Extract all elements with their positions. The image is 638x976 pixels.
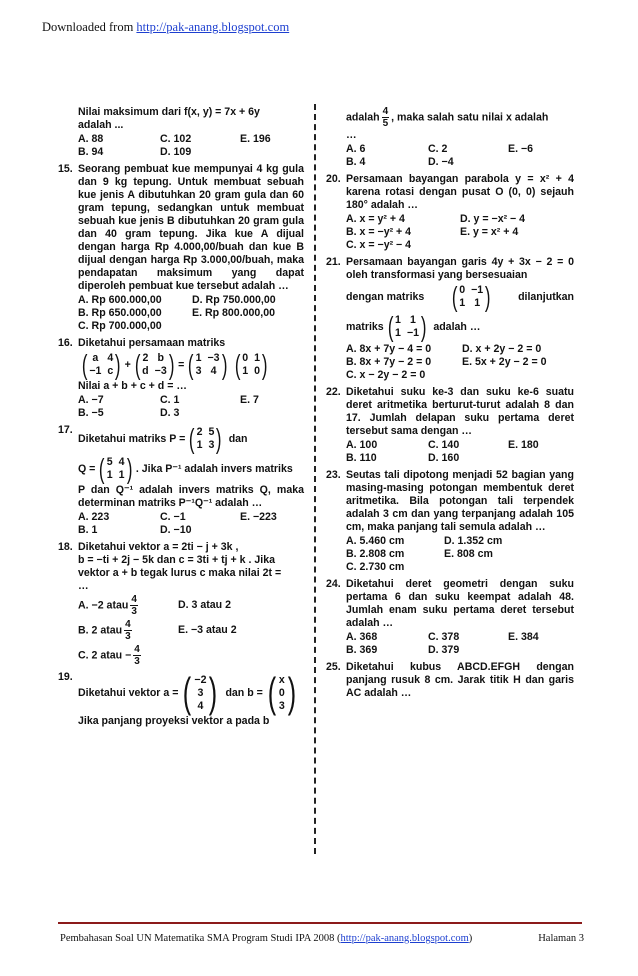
question-number: 20.	[326, 173, 341, 185]
question-17	[58, 424, 304, 537]
question-18	[58, 541, 304, 667]
question-number: 23.	[326, 469, 341, 481]
header-link[interactable]: http://pak-anang.blogspot.com	[136, 20, 290, 34]
q18-line-3: vektor a + b tegak lurus c maka nilai 2t =	[78, 567, 282, 579]
option: A. 8x + 7y − 4 = 0	[346, 343, 432, 355]
option: A. 6	[346, 143, 366, 155]
matrix: ( 1 1 1 −1 )	[387, 311, 427, 342]
option: E. Rp 800.000,00	[192, 307, 276, 319]
q19-dots: …	[346, 129, 357, 141]
option: D. 109	[160, 146, 192, 158]
option: B. 2 atau $\frac{4}{3}$	[78, 619, 131, 642]
question-number: 17.	[58, 424, 73, 436]
option: A. 88	[78, 133, 104, 145]
option: B. 94	[78, 146, 104, 158]
option: B. x = −y² + 4	[346, 226, 412, 238]
option: E. 196	[240, 133, 271, 145]
question-19-continued	[326, 106, 574, 169]
option: D. 1.352 cm	[444, 535, 503, 547]
q15-options	[78, 294, 304, 333]
q20-options	[346, 213, 574, 252]
question-23	[326, 469, 574, 574]
question-number: 19.	[58, 671, 73, 683]
option: D. 160	[428, 452, 460, 464]
q21-options	[346, 343, 574, 382]
question-25	[326, 661, 574, 700]
question-number: 21.	[326, 256, 341, 268]
option: E. 384	[508, 631, 539, 643]
option: E. 7	[240, 394, 259, 406]
q17-stem-2: P dan Q⁻¹ adalah invers matriks Q, maka determinan matriks P⁻¹Q⁻¹ adalah …	[78, 484, 304, 509]
right-column	[326, 106, 574, 704]
option: A. Rp 600.000,00	[78, 294, 162, 306]
question-number: 15.	[58, 163, 73, 175]
header-prefix: Downloaded from	[42, 20, 134, 34]
question-14-continued	[58, 106, 304, 159]
option: A. −2 atau $\frac{4}{3}$	[78, 594, 137, 617]
q25-stem: Diketahui kubus ABCD.EFGH dengan panjang rusuk 8 cm. Jarak titik H dan garis AC adalah …	[346, 661, 574, 699]
q17-options	[78, 511, 304, 537]
option: E. −6	[508, 143, 534, 155]
question-number: 24.	[326, 578, 341, 590]
option: D. 3	[160, 407, 180, 419]
q18-line-4: …	[78, 580, 89, 592]
q23-options	[346, 535, 574, 574]
option: B. 110	[346, 452, 377, 464]
q14-stem-1: Nilai maksimum dari f(x, y) = 7x + 6y	[78, 106, 260, 118]
option: B. 2.808 cm	[346, 548, 405, 560]
option: E. −223	[240, 511, 277, 523]
option: E. 180	[508, 439, 539, 451]
option: C. 102	[160, 133, 192, 145]
q14-stem-2: adalah ...	[78, 119, 124, 131]
option: A. 5.460 cm	[346, 535, 405, 547]
option: E. 5x + 2y − 2 = 0	[462, 356, 547, 368]
option: D. x + 2y − 2 = 0	[462, 343, 542, 355]
option: B. 369	[346, 644, 378, 656]
q21-matrix-1: dengan matriks ( 0 −1 1 1 ) dilanjutkan	[346, 281, 574, 312]
matrix: ( 1 −3 3 4 )	[188, 349, 228, 380]
vector-b: ( x 0 3 )	[267, 669, 296, 716]
matrix: ( a 4 −1 c )	[81, 349, 121, 380]
q16-stem-2: Nilai a + b + c + d = …	[78, 380, 187, 392]
q19-stem-3: adalah $\frac{4}{5}$ , maka salah satu nilai x adalah	[346, 106, 549, 129]
option: A. −7	[78, 394, 104, 406]
q24-options	[346, 631, 574, 657]
footer-link[interactable]: http://pak-anang.blogspot.com	[340, 933, 469, 944]
q17-line-1: Diketahui matriks P = ( 2 5 1 3 ) dan	[78, 423, 248, 454]
q15-stem: Seorang pembuat kue mempunyai 4 kg gula dan 9 kg tepung. Untuk membuat sebuah kue jenis A dibutuhkan 20 gram gula dan 60 gram tepung, sedangkan untuk membuat sebuah kue jenis B dibutuhkan 20 gram gula dan 40 gram tepung. Jika kue A dijual dengan harga Rp 4.000,00/buah dan kue B dijual dengan harga Rp 3.000,00/buah, maka pendapatan maksimum yang dapat diperoleh pembuat kue tersebut adalah …	[78, 163, 304, 292]
column-divider	[314, 104, 316, 854]
question-15	[58, 163, 304, 333]
q18-line-2: b = −ti + 2j − 5k dan c = 3ti + tj + k . Jika	[78, 554, 275, 566]
question-19	[58, 671, 304, 728]
question-21	[326, 256, 574, 382]
q16-matrix-equation: ( a 4 −1 c ) + ( 2 b d −3 ) = ( 1 −3 3 4 ) ( 0 1 1 0 )	[81, 349, 268, 380]
q22-options	[346, 439, 574, 465]
page-number: Halaman 3	[538, 933, 584, 944]
q16-options	[78, 394, 304, 420]
question-20	[326, 173, 574, 252]
option: B. −5	[78, 407, 104, 419]
download-header	[42, 20, 289, 35]
matrix: ( 0 −1 1 1 )	[451, 281, 491, 312]
option: D. Rp 750.000,00	[192, 294, 276, 306]
option: C. 140	[428, 439, 460, 451]
option: B. 1	[78, 524, 98, 536]
option: C. 2.730 cm	[346, 561, 405, 573]
matrix: ( 2 b d −3 )	[134, 349, 175, 380]
option: C. 1	[160, 394, 180, 406]
question-number: 18.	[58, 541, 73, 553]
option: A. x = y² + 4	[346, 213, 405, 225]
option: C. 2	[428, 143, 448, 155]
q14-options	[78, 133, 304, 159]
option: D. y = −x² − 4	[460, 213, 526, 225]
question-16	[58, 337, 304, 420]
q18-line-1: Diketahui vektor a = 2ti − j + 3k ,	[78, 541, 239, 553]
q23-stem: Seutas tali dipotong menjadi 52 bagian yang masing-masing potongan membentuk deret aritmetika. Bila potongan tali terpendek adalah 3 cm dan yang terpanjang adalah 105 cm, maka panjang tali semula adalah …	[346, 469, 574, 533]
q18-options	[78, 594, 304, 667]
option: D. 3 atau 2	[178, 599, 231, 611]
q21-stem: Persamaan bayangan garis 4y + 3x − 2 = 0 oleh transformasi yang bersesuaian	[346, 256, 574, 281]
matrix-q: ( 5 4 1 1 )	[99, 453, 132, 484]
q24-stem: Diketahui deret geometri dengan suku pertama 6 dan suku keempat adalah 48. Jumlah enam suku pertama deret tersebut adalah …	[346, 578, 574, 629]
option: D. 379	[428, 644, 460, 656]
q20-stem: Persamaan bayangan parabola y = x² + 4 karena rotasi dengan pusat O (0, 0) sejauh 180° adalah …	[346, 173, 574, 211]
q16-stem: Diketahui persamaan matriks	[78, 337, 226, 349]
question-24	[326, 578, 574, 657]
option: E. y = x² + 4	[460, 226, 519, 238]
question-number: 16.	[58, 337, 73, 349]
q21-matrix-2: matriks ( 1 1 1 −1 ) adalah …	[346, 311, 481, 342]
option: D. −4	[428, 156, 454, 168]
left-column	[58, 106, 304, 732]
matrix: ( 0 1 1 0 )	[234, 349, 268, 380]
question-number: 25.	[326, 661, 341, 673]
option: C. x − 2y − 2 = 0	[346, 369, 426, 381]
option: C. x = −y² − 4	[346, 239, 412, 251]
vector-a: ( −2 3 4 )	[183, 669, 218, 716]
page-footer: Pembahasan Soal UN Matematika SMA Program Studi IPA 2008 (http://pak-anang.blogspot.com) Halaman 3	[60, 933, 584, 944]
q19-vectors: Diketahui vektor a = ( −2 3 4 ) dan b = ( x 0 3 )	[78, 671, 304, 715]
option: A. 223	[78, 511, 110, 523]
q17-line-2: Q = ( 5 4 1 1 ) . Jika P⁻¹ adalah invers matriks	[78, 453, 293, 484]
matrix-p: ( 2 5 1 3 )	[189, 423, 222, 454]
footer-divider	[58, 922, 582, 924]
option: B. 4	[346, 156, 366, 168]
footer-text: Pembahasan Soal UN Matematika SMA Program Studi IPA 2008 (	[60, 933, 341, 944]
option: A. 368	[346, 631, 378, 643]
option: E. 808 cm	[444, 548, 493, 560]
q19-stem-2: Jika panjang proyeksi vektor a pada b	[78, 715, 270, 727]
option: C. Rp 700.000,00	[78, 320, 162, 332]
option: D. −10	[160, 524, 192, 536]
option: E. −3 atau 2	[178, 624, 237, 636]
option: C. −1	[160, 511, 186, 523]
option: A. 100	[346, 439, 378, 451]
option: B. Rp 650.000,00	[78, 307, 162, 319]
option: C. 2 atau − $\frac{4}{3}$	[78, 644, 140, 667]
option: C. 378	[428, 631, 460, 643]
q22-stem: Diketahui suku ke-3 dan suku ke-6 suatu deret aritmetika berturut-turut adalah 8 dan 17. Jumlah delapan suku pertama deret tersebut sama dengan …	[346, 386, 574, 437]
option: B. 8x + 7y − 2 = 0	[346, 356, 432, 368]
question-22	[326, 386, 574, 465]
q19-options	[346, 143, 574, 169]
question-number: 22.	[326, 386, 341, 398]
